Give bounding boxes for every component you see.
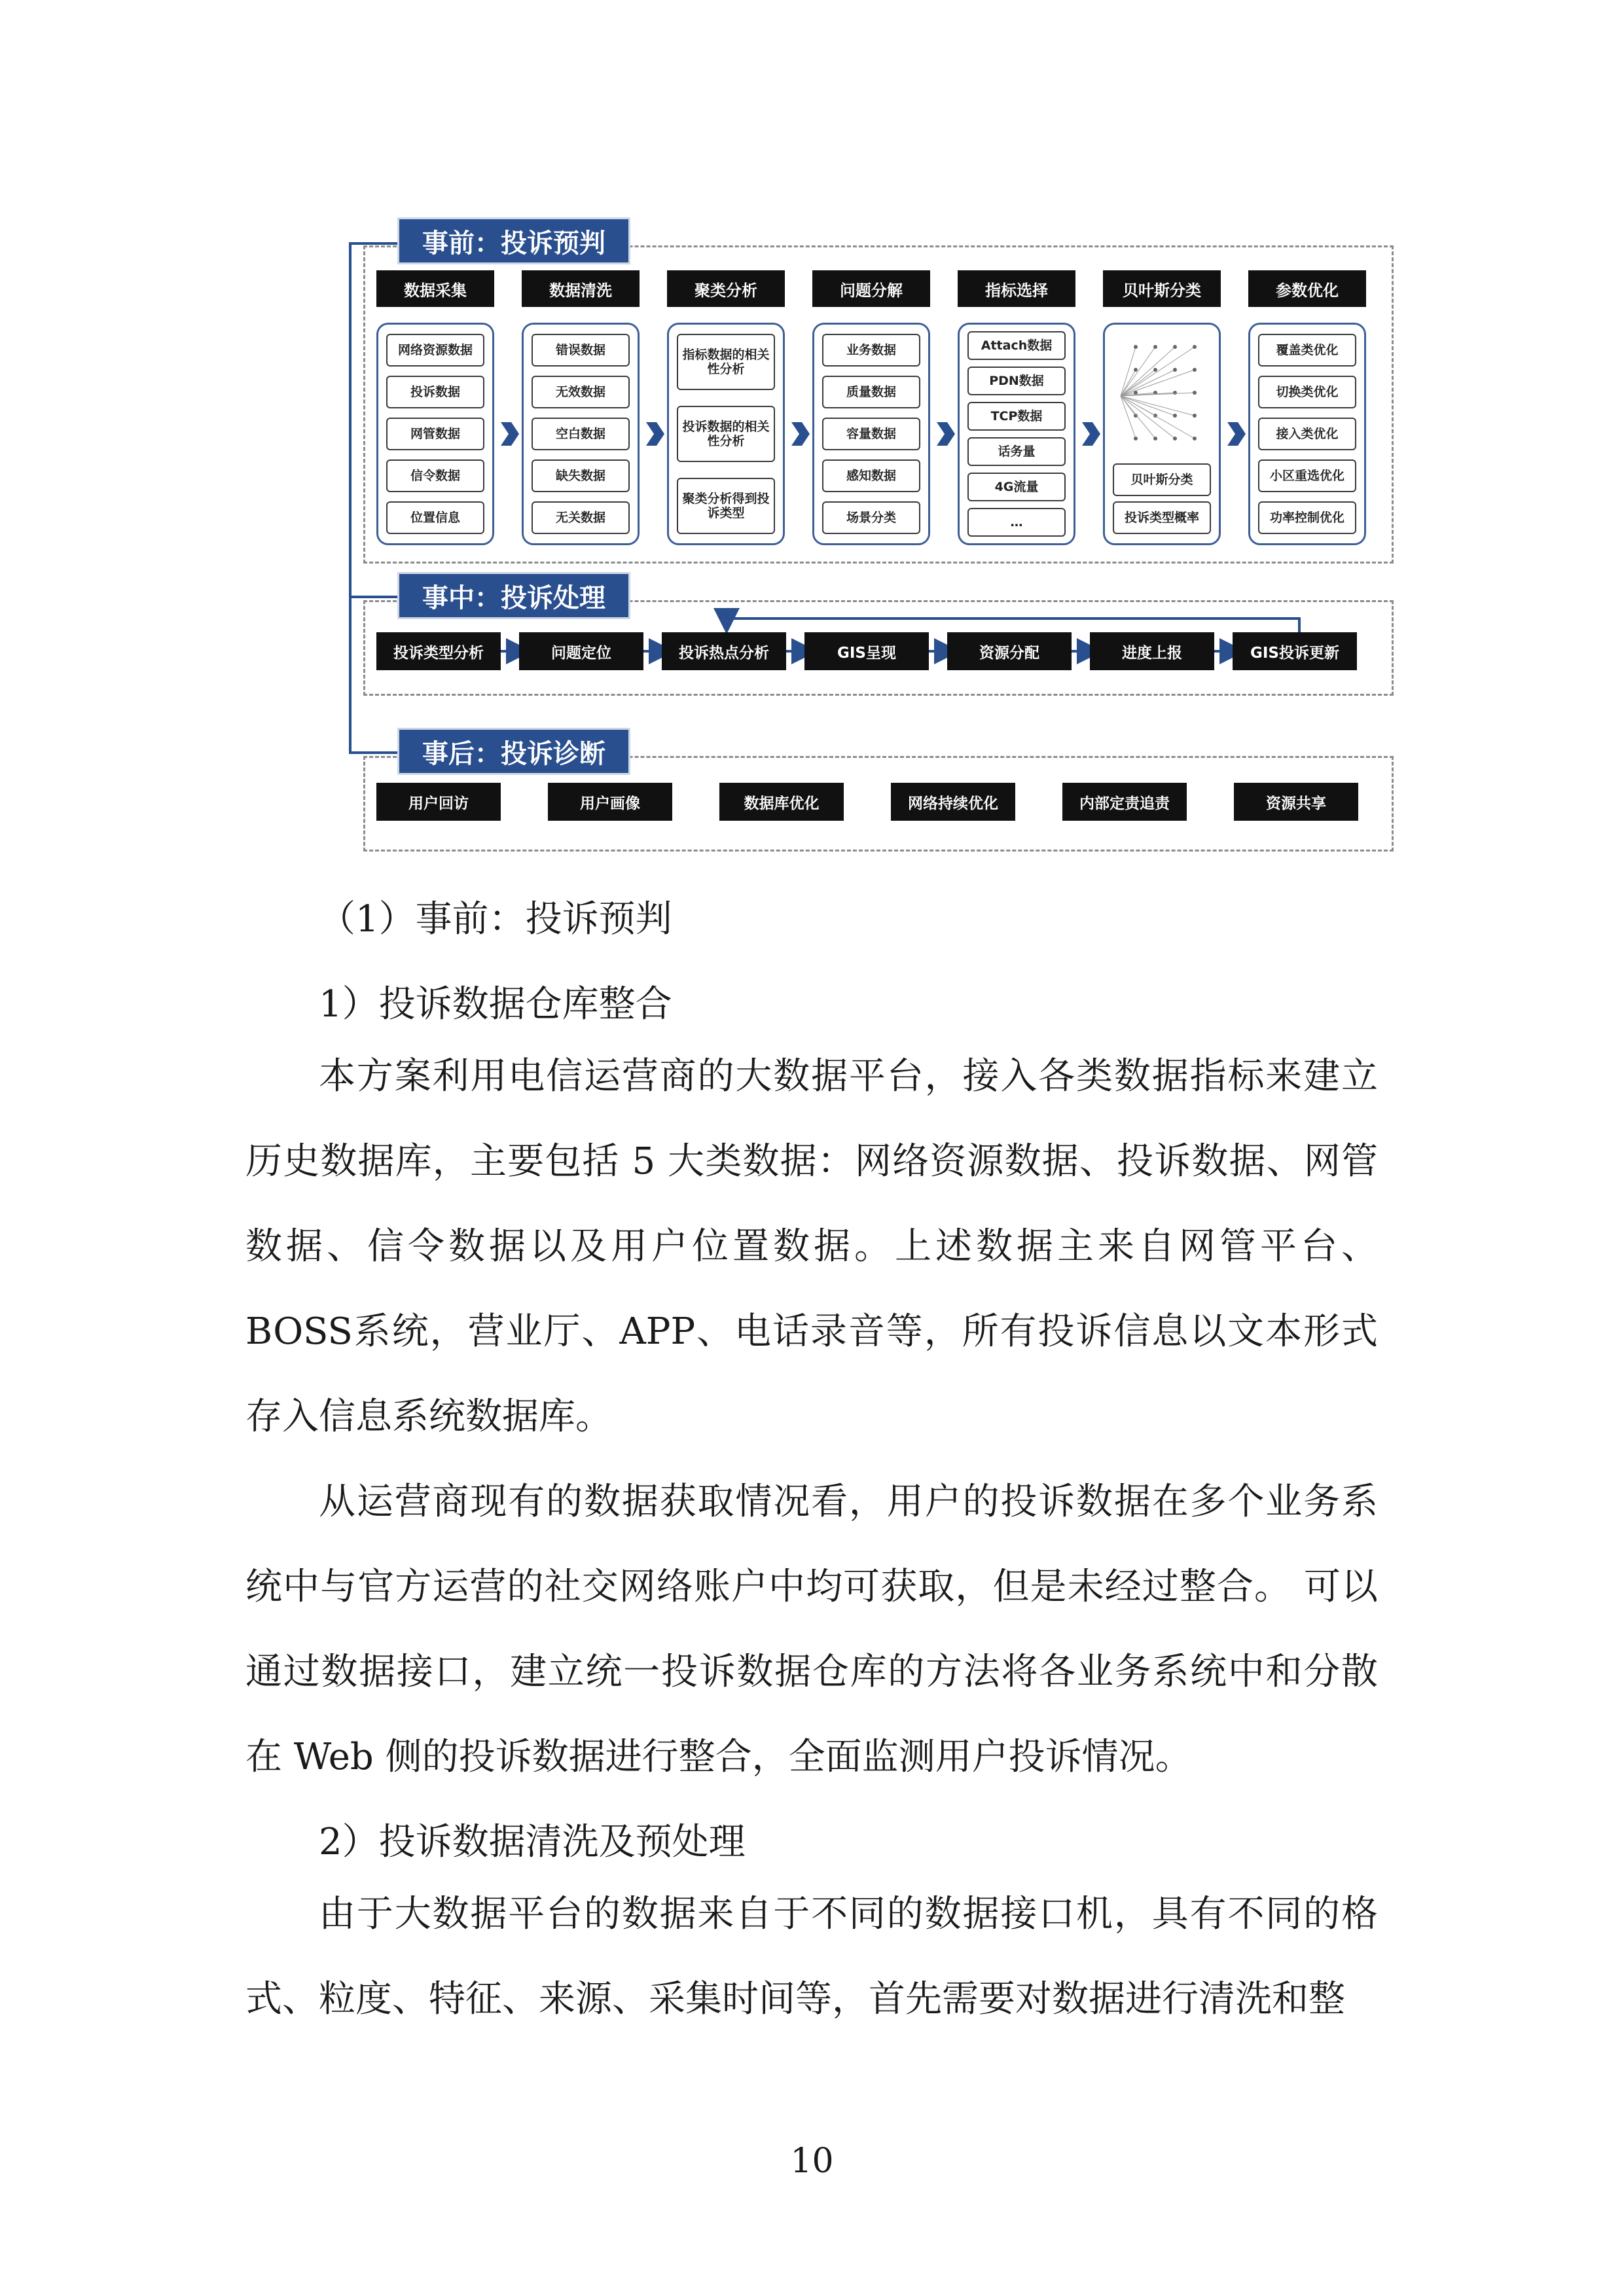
phase1-cell: 投诉类型概率 bbox=[1113, 501, 1211, 534]
loop-arrow bbox=[727, 619, 1299, 632]
phase1-cell: 无效数据 bbox=[532, 376, 630, 408]
phase2-step: 进度上报 bbox=[1090, 632, 1214, 670]
phase1-column-header: 贝叶斯分类 bbox=[1103, 270, 1221, 307]
phase1-column-header: 数据采集 bbox=[376, 270, 494, 307]
phase1-cell: Attach数据 bbox=[967, 331, 1066, 360]
phase1-cell: 投诉数据 bbox=[386, 376, 484, 408]
phase2-step: GIS投诉更新 bbox=[1233, 632, 1357, 670]
phase2-step: 投诉类型分析 bbox=[376, 632, 501, 670]
phase1-cell: 小区重选优化 bbox=[1258, 459, 1356, 492]
phase1-cell: … bbox=[967, 508, 1066, 537]
phase1-cell: 覆盖类优化 bbox=[1258, 334, 1356, 367]
page-number: 10 bbox=[790, 2142, 834, 2181]
phase3-item: 内部定责追责 bbox=[1062, 783, 1187, 821]
phase1-cell: 信令数据 bbox=[386, 459, 484, 492]
phase3-item: 数据库优化 bbox=[719, 783, 844, 821]
phase1-column-header: 问题分解 bbox=[812, 270, 930, 307]
phase1-cell: 位置信息 bbox=[386, 501, 484, 534]
phase3-item: 网络持续优化 bbox=[891, 783, 1015, 821]
process-diagram bbox=[337, 213, 1394, 854]
phase1-title: 事前：投诉预判 bbox=[399, 219, 628, 262]
phase3-item: 用户画像 bbox=[548, 783, 672, 821]
phase2-step: 投诉热点分析 bbox=[662, 632, 786, 670]
phase1-cell: 话务量 bbox=[967, 437, 1066, 466]
phase1-cell: 场景分类 bbox=[822, 501, 920, 534]
paragraph-3: 由于大数据平台的数据来自于不同的数据接口机，具有不同的格式、粒度、特征、来源、采集时间等，首先需要对数据进行清洗和整 bbox=[245, 1893, 1378, 2020]
phase1-cell: 聚类分析得到投诉类型 bbox=[677, 478, 775, 534]
phase1-cell: 缺失数据 bbox=[532, 459, 630, 492]
phase1-cell: 空白数据 bbox=[532, 418, 630, 450]
phase1-cell: 网络资源数据 bbox=[386, 334, 484, 367]
section-heading: （1）事前：投诉预判 bbox=[319, 898, 672, 941]
phase1-cell: 质量数据 bbox=[822, 376, 920, 408]
phase1-column-header: 指标选择 bbox=[958, 270, 1075, 307]
phase1-cell: 切换类优化 bbox=[1258, 376, 1356, 408]
phase2-title: 事中：投诉处理 bbox=[399, 574, 628, 617]
phase2-step: GIS呈现 bbox=[804, 632, 929, 670]
phase1-cell: 4G流量 bbox=[967, 473, 1066, 501]
phase3-item: 资源共享 bbox=[1234, 783, 1358, 821]
phase1-cell: 错误数据 bbox=[532, 334, 630, 367]
subsection-heading: 1）投诉数据仓库整合 bbox=[319, 983, 672, 1026]
phase1-cell: 网管数据 bbox=[386, 418, 484, 450]
phase1-column-header: 数据清洗 bbox=[522, 270, 640, 307]
phase1-cell: 接入类优化 bbox=[1258, 418, 1356, 450]
paragraph-1: 本方案利用电信运营商的大数据平台，接入各类数据指标来建立历史数据库，主要包括 5 大类数据：网络资源数据、投诉数据、网管数据、信令数据以及用户位置数据。上述数据主来自网管平台、BOSS系统，营业厅、APP、电话录音等，所有投诉信息以文本形式存入信息系统数据库。 bbox=[245, 1055, 1378, 1438]
phase1-cell: 指标数据的相关性分析 bbox=[677, 334, 775, 390]
subsection-heading-2: 2）投诉数据清洗及预处理 bbox=[319, 1821, 746, 1863]
phase2-step: 问题定位 bbox=[519, 632, 643, 670]
phase1-cell: TCP数据 bbox=[967, 402, 1066, 431]
phase1-column-header: 参数优化 bbox=[1248, 270, 1366, 307]
phase1-cell: PDN数据 bbox=[967, 367, 1066, 395]
phase1-cell: 业务数据 bbox=[822, 334, 920, 367]
paragraph-2: 从运营商现有的数据获取情况看，用户的投诉数据在多个业务系统中与官方运营的社交网络账户中均可获取，但是未经过整合。 可以通过数据接口，建立统一投诉数据仓库的方法将各业务系统中和分散在 Web 侧的投诉数据进行整合，全面监测用户投诉情况。 bbox=[245, 1480, 1378, 1778]
phase1-cell: 感知数据 bbox=[822, 459, 920, 492]
phase1-cell: 容量数据 bbox=[822, 418, 920, 450]
phase1-cell: 投诉数据的相关性分析 bbox=[677, 406, 775, 462]
phase1-cell: 功率控制优化 bbox=[1258, 501, 1356, 534]
phase1-cell: 无关数据 bbox=[532, 501, 630, 534]
phase3-title: 事后：投诉诊断 bbox=[399, 730, 628, 773]
phase1-cell: 贝叶斯分类 bbox=[1113, 463, 1211, 496]
phase3-item: 用户回访 bbox=[376, 783, 501, 821]
phase1-column-header: 聚类分析 bbox=[667, 270, 785, 307]
phase2-step: 资源分配 bbox=[947, 632, 1072, 670]
